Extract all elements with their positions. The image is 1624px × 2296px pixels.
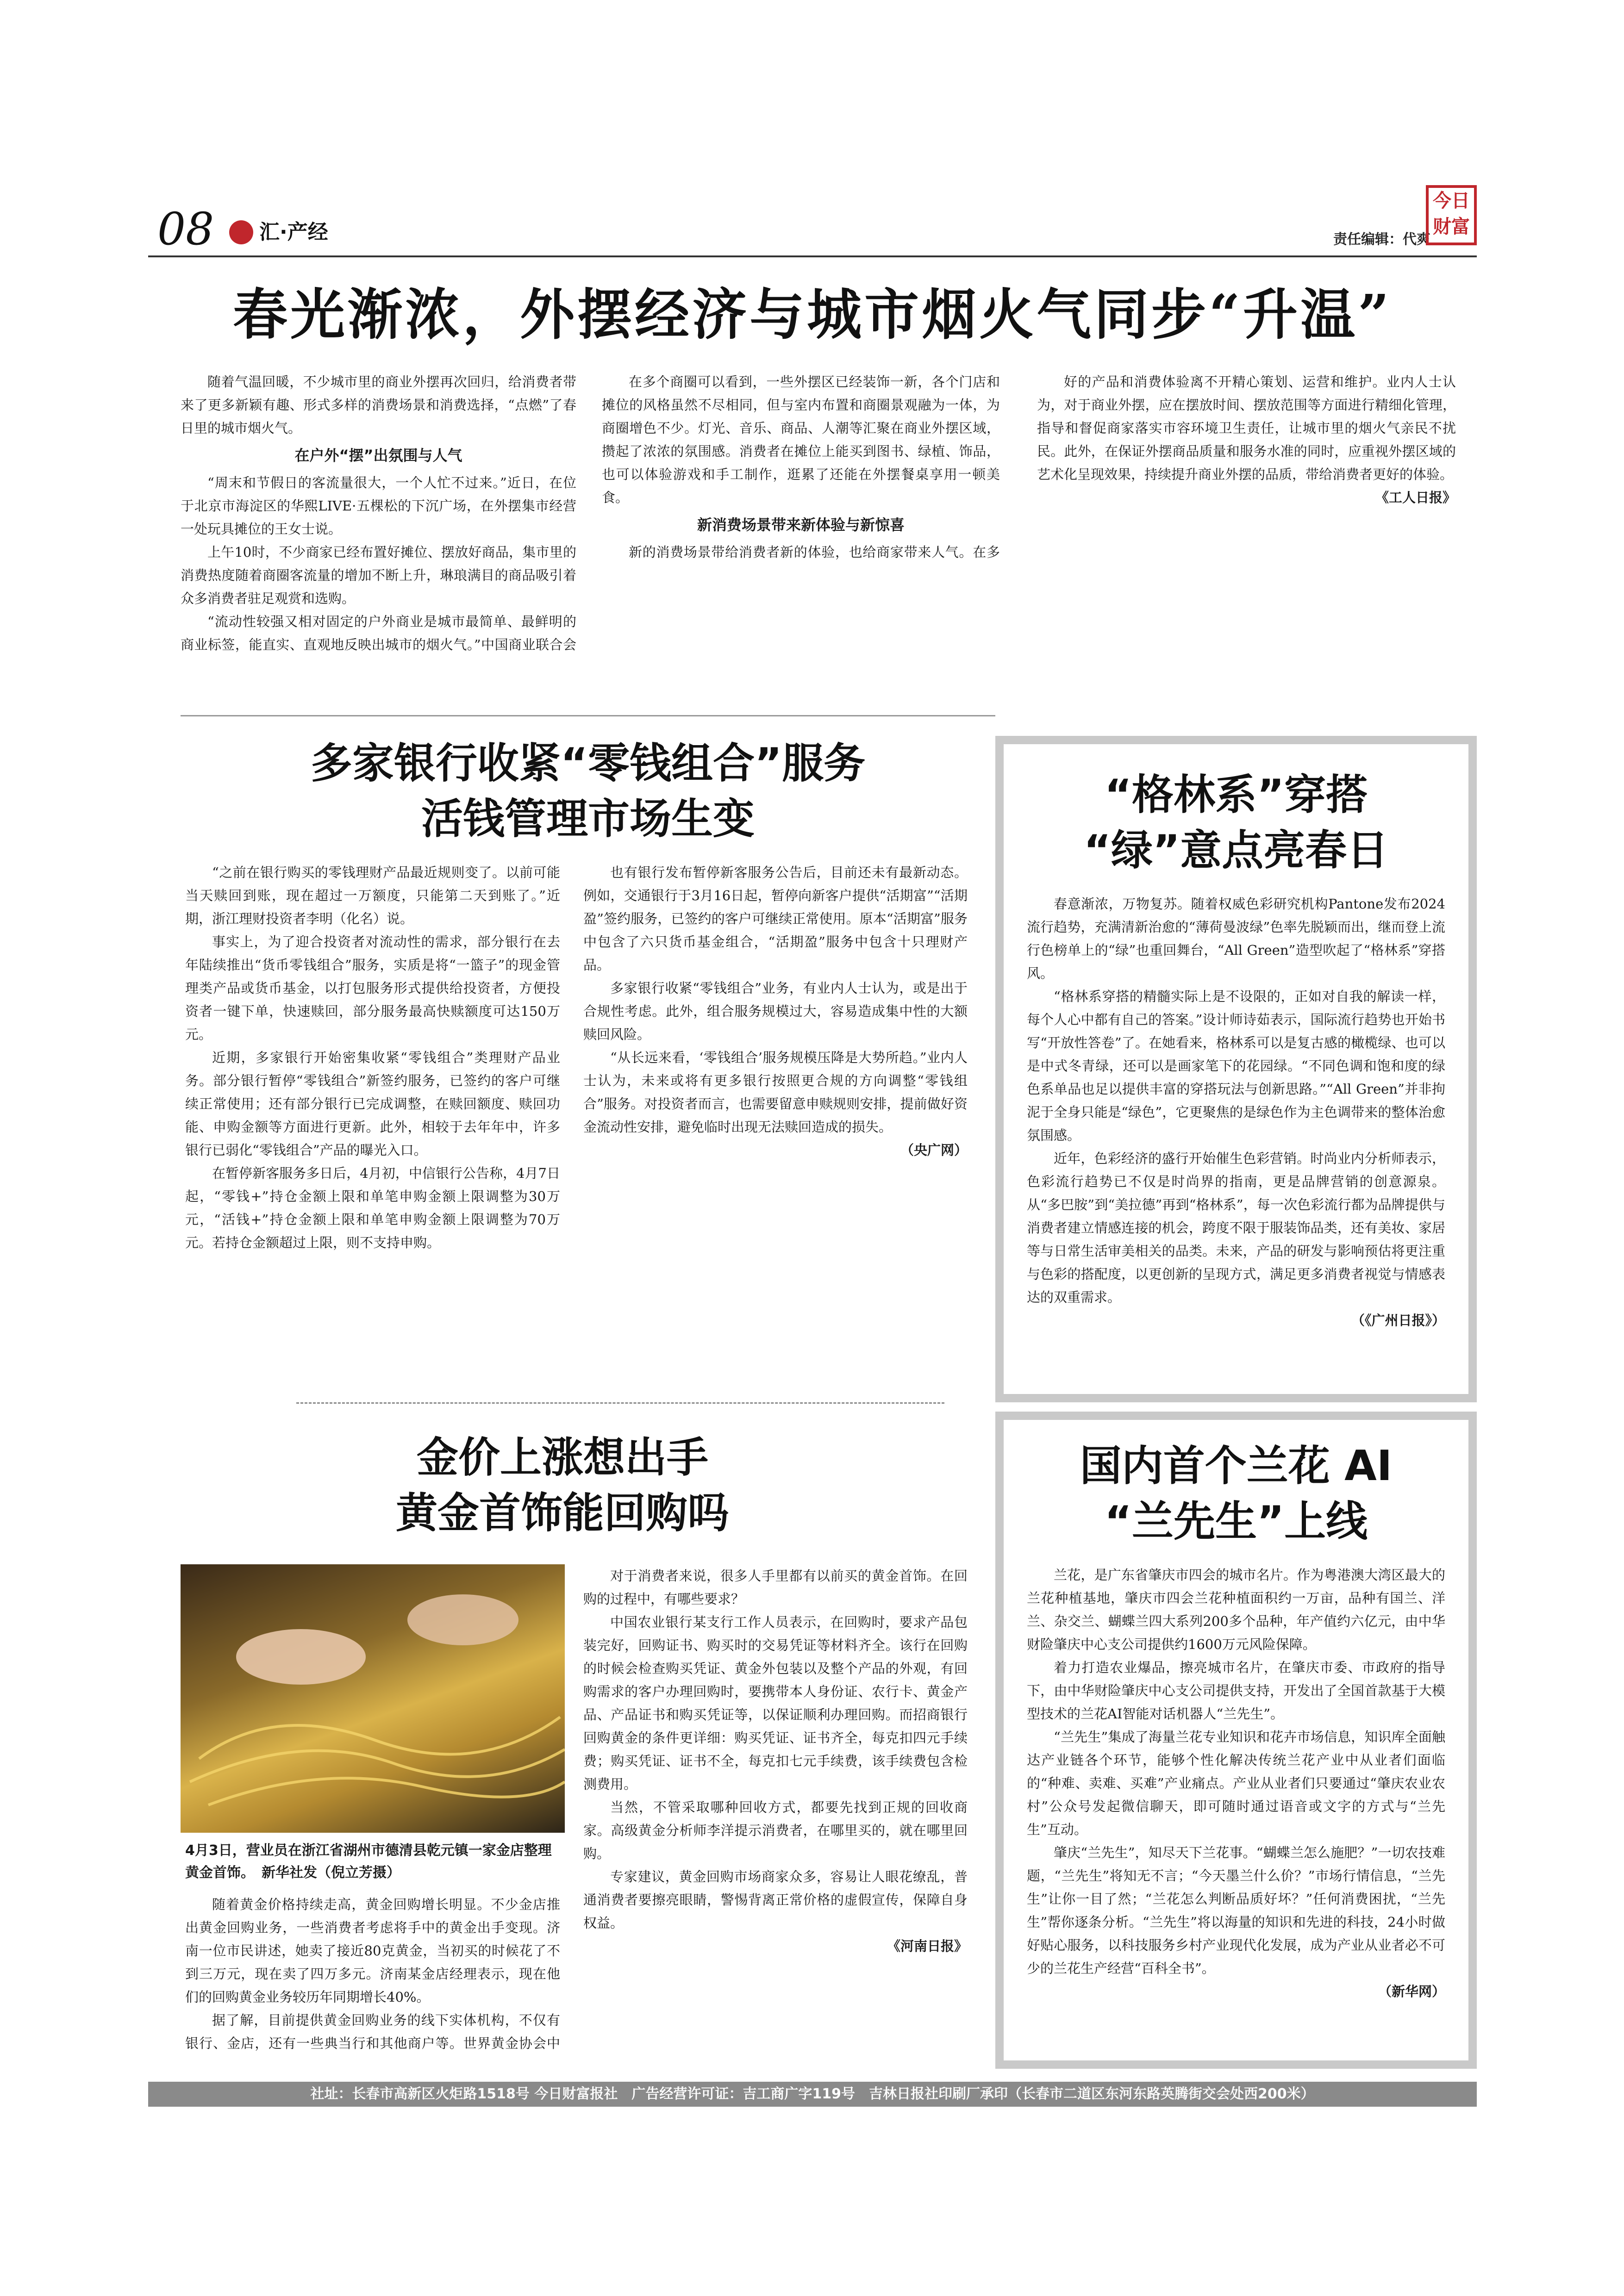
header-rule [148, 255, 1477, 257]
article1-para: 上午10时，不少商家已经布置好摊位、摆放好商品，集市里的消费热度随着商圈客流量的增加不断上升，琳琅满目的商品吸引着众多消费者驻足观赏和选购。 [181, 544, 576, 606]
article4-para: 专家建议，黄金回购市场商家众多，容易让人眼花缭乱，普通消费者要擦亮眼睛，警惕背离正常价格的虚假宣传，保障自身权益。 [583, 1869, 968, 1931]
article4-photo [181, 1564, 565, 1833]
article5-para: 兰花，是广东省肇庆市四会的城市名片。作为粤港澳大湾区最大的兰花种植基地，肇庆市四会兰花种植面积约一万亩，品种有国兰、洋兰、杂交兰、蝴蝶兰四大系列200多个品种，年产值约六亿元，由中华财险肇庆中心支公司提供约1600万元风险保障。 [1027, 1567, 1445, 1652]
page-header [148, 204, 1481, 255]
section-label: 汇·产经 [259, 220, 328, 244]
article3-source: （《广州日报》） [1351, 1313, 1445, 1328]
page-number: 08 [157, 203, 214, 255]
article3-body [1004, 878, 1468, 1332]
article3-para: 近年，色彩经济的盛行开始催生色彩营销。时尚业内分析师表示，色彩流行趋势已不仅是时尚界的指南，更是品牌营销的创意源泉。从“多巴胺”到“美拉德”再到“格林系”，每一次色彩流行都为品牌提供与消费者建立情感连接的机会，跨度不限于服装饰品类，还有美妆、家居等与日常生活审美相关的品类。未来，产品的研发与影响预估将更注重与色彩的搭配度，以更创新的呈现方式，满足更多消费者视觉与情感表达的双重需求。 [1027, 1151, 1445, 1305]
article2-title [181, 736, 995, 847]
article4-para: 对于消费者来说，很多人手里都有以前买的黄金首饰。在回购的过程中，有哪些要求？ [583, 1568, 968, 1607]
article4-para: 当然，不管采取哪种回收方式，都要先找到正规的回收商家。高级黄金分析师李洋提示消费者，在哪里买的，就在哪里回购。 [583, 1799, 968, 1861]
article4-title-line2: 黄金首饰能回购吗 [396, 1489, 729, 1537]
article5-para: “兰先生”集成了海量兰花专业知识和花卉市场信息，知识库全面触达产业链各个环节，能够个性化解决传统兰花产业中从业者们面临的“种难、卖难、买难”产业痛点。产业从业者们只要通过“肇庆农业农村”公众号发起微信聊天，即可随时通过语音或文字的方式与“兰先生”互动。 [1027, 1729, 1445, 1837]
newspaper-logo [1426, 185, 1477, 245]
article4-col2 [583, 1564, 968, 1958]
article5-body [1004, 1549, 1468, 2003]
section-divider [296, 1402, 944, 1404]
article2-title-line2: 活钱管理市场生变 [421, 795, 755, 843]
article2-source: （央广网） [900, 1142, 968, 1158]
gold-jewelry-photo [181, 1564, 565, 1833]
article1-subheading: 新消费场景带来新体验与新惊喜 [697, 516, 905, 534]
article3-title-line2: “绿”意点亮春日 [1083, 826, 1389, 875]
article1-para: 在多个商圈可以看到，一些外摆区已经装饰一新，各个门店和摊位的风格虽然不尽相同，但与室内布置和商圈景观融为一体，为商圈增色不少。灯光、音乐、商品、人潮等汇聚在商业外摆区域，攒起了浓浓的氛围感。消费者在摊位上能买到图书、绿植、饰品，也可以体验游戏和手工制作，逛累了还能在外摆餐桌享用一顿美食。 [602, 374, 1000, 505]
article2-para: 在暂停新客服务多日后，4月初，中信银行公告称，4月7日起，“零钱+”持仓金额上限和单笔申购金额上限调整为30万元，“活钱+”持仓金额上限和单笔申购金额上限调整为70万元。若持仓金额超过上限，则不支持申购。 [185, 1165, 560, 1251]
article2-col2 [583, 861, 968, 1162]
page-footer [148, 2082, 1477, 2107]
article2-col1 [185, 861, 560, 1254]
article5-title-line1: 国内首个兰花 AI [1080, 1442, 1393, 1490]
article4-title-line1: 金价上涨想出手 [417, 1433, 708, 1482]
article1-source: 《工人日报》 [1375, 490, 1456, 505]
article2-title-line1: 多家银行收紧“零钱组合”服务 [310, 739, 866, 788]
article1-col2 [602, 370, 1000, 564]
article1-para: 新的消费场景带给消费者新的体验，也给商家带来人气。在多 [629, 544, 1000, 560]
article3-title [1004, 767, 1468, 878]
article1-col1 [181, 370, 576, 656]
article3-para: 春意渐浓，万物复苏。随着权威色彩研究机构Pantone发布2024流行趋势，充满清新治愈的“薄荷曼波绿”色率先脱颖而出，继而登上流行色榜单上的“绿”也重回舞台，“All Green”造型吹起了“格林系”穿搭风。 [1027, 896, 1445, 981]
article4-para: 中国农业银行某支行工作人员表示，在回购时，要求产品包装完好，回购证书、购买时的交易凭证等材料齐全。该行在回购的时候会检查购买凭证、黄金外包装以及整个产品的外观，有回购需求的客户办理回购时，要携带本人身份证、农行卡、黄金产品、产品证书和购买凭证等，以保证顺利办理回购。而招商银行回购黄金的条件更详细：购买凭证、证书齐全，每克扣四元手续费；购买凭证、证书不全，每克扣七元手续费，该手续费包含检测费用。 [583, 1614, 968, 1792]
article2-para: 事实上，为了迎合投资者对流动性的需求，部分银行在去年陆续推出“货币零钱组合”服务，实质是将“一篮子”的现金管理类产品或货币基金，以打包服务形式提供给投资者，方便投资者一键下单，快速赎回，部分服务最高快赎额度可达150万元。 [185, 934, 560, 1042]
article4-caption: 4月3日，营业员在浙江省湖州市德清县乾元镇一家金店整理黄金首饰。 新华社发（倪立芳摄） [185, 1842, 552, 1881]
article5-title-line2: “兰先生”上线 [1104, 1497, 1368, 1546]
article2-para: 也有银行发布暂停新客服务公告后，目前还未有最新动态。例如，交通银行于3月16日起，暂停向新客户提供“活期富”“活期盈”签约服务，已签约的客户可继续正常使用。原本“活期富”服务中包含了六只货币基金组合，“活期盈”服务中包含十只理财产品。 [583, 865, 968, 973]
article5-title [1004, 1438, 1468, 1549]
section-icon [229, 220, 253, 244]
logo-line1: 今日 [1433, 190, 1470, 212]
logo-line2: 财富 [1433, 216, 1470, 237]
article1-subheading: 在户外“摆”出氛围与人气 [294, 447, 462, 464]
article2-para: “之前在银行购买的零钱理财产品最近规则变了。以前可能当天赎回到账，现在超过一万额度，只能第二天到账了。”近期，浙江理财投资者李明（化名）说。 [185, 865, 560, 927]
article3-box [995, 736, 1477, 1402]
article4-source: 《河南日报》 [887, 1938, 968, 1954]
article5-para: 肇庆“兰先生”，知尽天下兰花事。“蝴蝶兰怎么施肥？”一切农技难题，“兰先生”将知无不言；“今天墨兰什么价？”市场行情信息，“兰先生”让你一目了然；“兰花怎么判断品质好坏？”任何消费困扰，“兰先生”帮你逐条分析。“兰先生”将以海量的知识和先进的科技，24小时做好贴心服务，以科技服务乡村产业现代化发展，成为产业从业者必不可少的兰花生产经营“百科全书”。 [1027, 1845, 1445, 1976]
article2-para: 近期，多家银行开始密集收紧“零钱组合”类理财产品业务。部分银行暂停“零钱组合”新签约服务，已签约的客户可继续正常使用；还有部分银行已完成调整，在赎回额度、赎回功能、申购金额等方面进行更新。此外，相较于去年年中，许多银行已弱化“零钱组合”产品的曝光入口。 [185, 1050, 560, 1158]
article4-title [176, 1430, 949, 1541]
article2-para: “从长远来看，‘零钱组合’服务规模压降是大势所趋。”业内人士认为，未来或将有更多银行按照更合规的方向调整“零钱组合”服务。对投资者而言，也需要留意申赎规则安排，提前做好资金流动性安排，避免临时出现无法赎回造成的损失。 [583, 1050, 968, 1135]
article1-para: 好的产品和消费体验离不开精心策划、运营和维护。业内人士认为，对于商业外摆，应在摆放时间、摆放范围等方面进行精细化管理，指导和督促商家落实市容环境卫生责任，让城市里的烟火气亲民不扰民。此外，在保证外摆商品质量和服务水准的同时，应重视外摆区域的艺术化呈现效果，持续提升商业外摆的品质，带给消费者更好的体验。 [1037, 374, 1456, 482]
section-divider [181, 715, 995, 716]
article4-para: 据了解，目前提供黄金回购业务的线下实体机构，不仅有银行、金店，还有一些典当行和其他商户等。世界黄金协会中 [185, 2012, 560, 2051]
article4-col1 [185, 1893, 560, 2055]
article5-para: 着力打造农业爆品，擦亮城市名片，在肇庆市委、市政府的指导下，由中华财险肇庆中心支公司提供支持，开发出了全国首款基于大模型技术的兰花AI智能对话机器人“兰先生”。 [1027, 1660, 1445, 1722]
article5-source: （新华网） [1378, 1984, 1445, 1999]
article2-para: 多家银行收紧“零钱组合”业务，有业内人士认为，或是出于合规性考虑。此外，组合服务规模过大，容易造成集中性的大额赎回风险。 [583, 980, 968, 1042]
article5-box [995, 1412, 1477, 2069]
article3-title-line1: “格林系”穿搭 [1104, 771, 1368, 819]
article1-para: “流动性较强又相对固定的户外商业是城市最简单、最鲜明的商业标签，能直实、直观地反映出城市的烟火气。”中国商业联合会 [181, 614, 576, 653]
article1-title: 春光渐浓，外摆经济与城市烟火气同步“升温” [233, 282, 1392, 347]
article1-para: 随着气温回暖，不少城市里的商业外摆再次回归，给消费者带来了更多新颖有趣、形式多样的消费场景和消费选择，“点燃”了春日里的城市烟火气。 [181, 374, 576, 436]
article3-para: “格林系穿搭的精髓实际上是不设限的，正如对自我的解读一样，每个人心中都有自己的答案。”设计师诗茹表示，国际流行趋势也开始书写“开放性答卷”了。在她看来，格林系可以是复古感的橄榄绿、也可以是中式冬青绿，还可以是画家笔下的花园绿。“不同色调和饱和度的绿色系单品也足以提供丰富的穿搭玩法与创新思路。”“All Green”并非拘泥于全身只能是“绿色”，它更聚焦的是绿色作为主色调带来的整体治愈氛围感。 [1027, 989, 1445, 1143]
article1-col3 [1037, 370, 1456, 509]
article1-para: “周末和节假日的客流量很大，一个人忙不过来。”近日，在位于北京市海淀区的华熙LIVE·五棵松的下沉广场，在外摆集市经营一处玩具摊位的王女士说。 [181, 475, 576, 537]
footer-text: 社址：长春市高新区火炬路1518号 今日财富报社 广告经营许可证：吉工商广字119号 吉林日报社印刷厂承印（长春市二道区东河东路英腾街交会处西200米） [310, 2086, 1315, 2102]
article4-para: 随着黄金价格持续走高，黄金回购增长明显。不少金店推出黄金回购业务，一些消费者考虑将手中的黄金出手变现。济南一位市民讲述，她卖了接近80克黄金，当初买的时候花了不到三万元，现在卖了四万多元。济南某金店经理表示，现在他们的回购黄金业务较历年同期增长40%。 [185, 1897, 560, 2005]
editor-credit: 责任编辑：代爽 [1333, 231, 1430, 248]
